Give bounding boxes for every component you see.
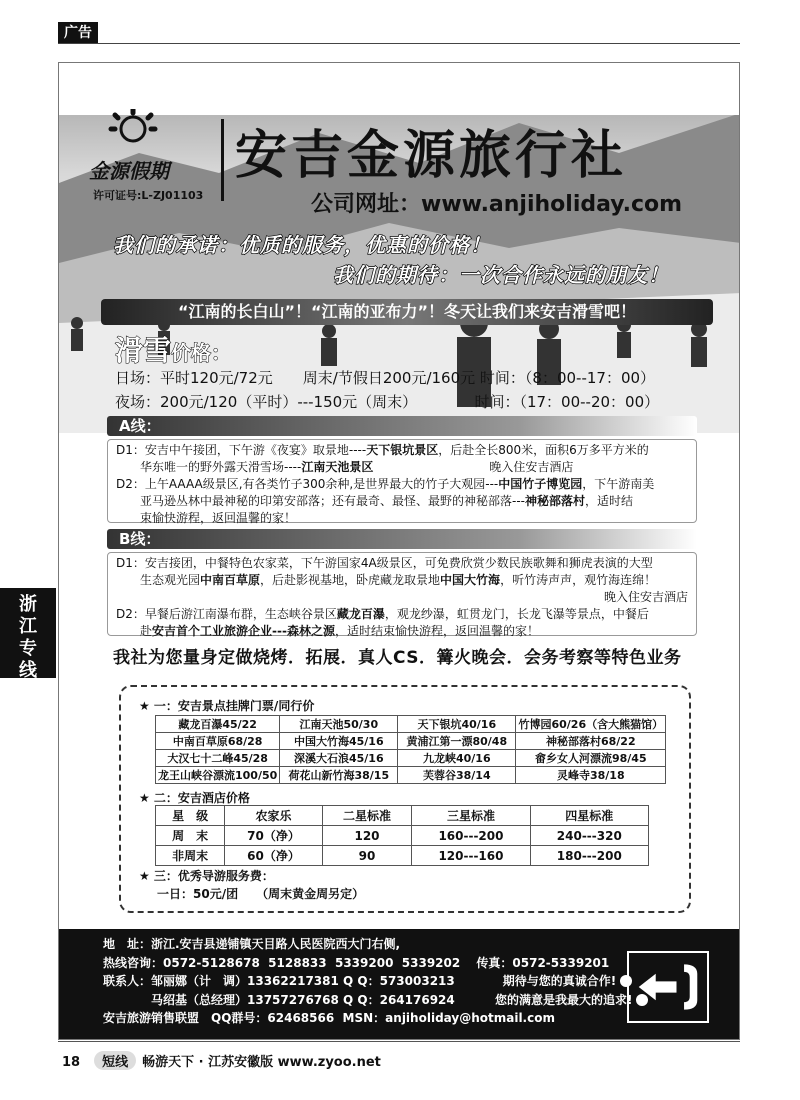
- hotel-cell: 240---320: [530, 826, 648, 846]
- ticket-cell: 芙蓉谷38/14: [398, 767, 516, 784]
- ticket-cell: 竹博园60/26（含大熊猫馆）: [516, 716, 666, 733]
- hotel-header-cell: 二星标准: [322, 806, 412, 826]
- line-b-itinerary: D1：安吉接团，中餐特色农家菜，下午游国家4A级景区，可免费欣赏少数民族歌舞和狮虎表演的大型 生态观光园中南百草原，后赴影视基地，卧虎藏龙取景地中国大竹海，听竹涛声声，观竹海连绵！ 晚入住安吉酒店 D2：早餐后游江南瀑布群，生态峡谷景区藏龙百瀑，观龙纱瀑，虹贯龙门，长龙飞瀑等景点，中餐后 赴安吉首个工业旅游企业---森林之源，适时结束愉快游程，返回温馨的家！: [107, 552, 697, 636]
- hotel-cell: 120---160: [412, 846, 530, 866]
- line-a-label: A线：: [107, 416, 697, 436]
- guide-section-title: ★ 三：优秀导游服务费：: [139, 869, 274, 883]
- page-footer: [62, 1051, 381, 1070]
- qq-group: 安吉旅游销售联盟 QQ群号：62468566 MSN：anjiholiday@hotmail.com: [103, 1011, 555, 1025]
- side-tab-char: 浙: [19, 594, 37, 615]
- ticket-cell: 深溪大石浪45/16: [280, 750, 398, 767]
- bottom-rule: [58, 1041, 740, 1042]
- hotel-cell: 非周末: [156, 846, 225, 866]
- advert-frame: [58, 62, 740, 1040]
- hotel-cell: 60（净）: [225, 846, 322, 866]
- header-divider: [221, 119, 224, 201]
- hotel-section-title: ★ 二：安吉酒店价格: [139, 791, 250, 805]
- hotel-header-row: [156, 806, 649, 826]
- slogan-promise: 我们的承诺：优质的服务，优惠的价格！: [113, 233, 491, 257]
- contact-1: 联系人：邹丽娜（计 调）13362217381 Q Q：573003213 期待与您的真诚合作!: [103, 972, 740, 991]
- ski-night-price: 夜场：200元/120（平时）---150元（周末） 时间：（17：00--20：00）: [115, 393, 660, 411]
- top-rule: [58, 43, 740, 44]
- phone-icon: [627, 951, 709, 1023]
- ticket-row: [156, 716, 666, 733]
- ad-tag: 广告: [58, 22, 98, 44]
- hotel-header-cell: 三星标准: [412, 806, 530, 826]
- publication-name: 畅游天下 · 江苏安徽版 www.zyoo.net: [142, 1055, 381, 1070]
- hotel-header-cell: 农家乐: [225, 806, 322, 826]
- ski-banner: “江南的长白山”！“江南的亚布力”！冬天让我们来安吉滑雪吧！: [101, 299, 713, 325]
- company-name: 安吉金源旅行社: [235, 125, 628, 186]
- slogan-expectation: 我们的期待：一次合作永远的朋友！: [333, 263, 669, 287]
- ticket-cell: 神秘部落村68/22: [516, 733, 666, 750]
- ticket-cell: 畲乡女人河漂流98/45: [516, 750, 666, 767]
- ticket-cell: 中国大竹海45/16: [280, 733, 398, 750]
- ticket-row: [156, 767, 666, 784]
- ticket-cell: 荷花山新竹海38/15: [280, 767, 398, 784]
- license-number: 许可证号:L-ZJ01103: [93, 189, 204, 202]
- side-tab-char: 专: [19, 638, 37, 659]
- ski-price-title: 滑雪价格：: [115, 334, 232, 367]
- hotline: 热线咨询：0572-5128678 5128833 5339200 5339202 传真：0572-5339201: [103, 955, 610, 970]
- company-website[interactable]: 公司网址：www.anjiholiday.com: [311, 192, 683, 217]
- ticket-cell: 藏龙百瀑45/22: [156, 716, 280, 733]
- ticket-cell: 江南天池50/30: [280, 716, 398, 733]
- hotel-cell: 70（净）: [225, 826, 322, 846]
- ticket-cell: 大汉七十二峰45/28: [156, 750, 280, 767]
- hotel-row: [156, 826, 649, 846]
- section-tag: 短线: [94, 1051, 136, 1070]
- hotel-header-cell: 星 级: [156, 806, 225, 826]
- ticket-cell: 九龙峡40/16: [398, 750, 516, 767]
- header-white-band: [59, 63, 740, 115]
- page-number: 18: [62, 1055, 81, 1070]
- side-tab-char: 线: [19, 660, 37, 681]
- guide-fee: 一日：50元/团 （周末黄金周另定）: [157, 887, 365, 901]
- hotel-cell: 180---200: [530, 846, 648, 866]
- hotel-row: [156, 846, 649, 866]
- ticket-cell: 天下银坑40/16: [398, 716, 516, 733]
- services-line: 我社为您量身定做烧烤．拓展．真人CS．篝火晚会．会务考察等特色业务: [113, 648, 682, 668]
- hotel-header-cell: 四星标准: [530, 806, 648, 826]
- ticket-section-title: ★ 一：安吉景点挂牌门票/同行价: [139, 699, 315, 713]
- hotel-cell: 160---200: [412, 826, 530, 846]
- side-tab-char: 江: [19, 616, 37, 637]
- hotel-cell: 周 末: [156, 826, 225, 846]
- line-a-itinerary: D1：安吉中午接团，下午游《夜宴》取景地----天下银坑景区，后赴全长800米，面积6万多平方米的 华东唯一的野外露天滑雪场----江南天池景区 晚入住安吉酒店 D2：上午AAAA级景区,有各类竹子300余种,是世界最大的竹子大观园---中国竹子博览园，下午游南美 亚马逊丛林中最神秘的印第安部落；还有最奇、最怪、最野的神秘部落---神秘部落村，适时结 束愉快游程，返回温馨的家！: [107, 439, 697, 523]
- hotel-cell: 120: [322, 826, 412, 846]
- hotel-price-table: [155, 805, 649, 866]
- address: 地 址：浙江.安吉县递铺镇天目路人民医院西大门右侧,: [103, 937, 401, 951]
- ski-day-price: 日场：平时120元/72元 周末/节假日200元/160元 时间：（8：00--17：00）: [115, 369, 656, 387]
- ticket-price-table: [155, 715, 666, 784]
- side-tab: [0, 588, 56, 681]
- ticket-cell: 中南百草原68/28: [156, 733, 280, 750]
- ticket-cell: 灵峰寺38/18: [516, 767, 666, 784]
- logo-text: 金源假期: [89, 159, 169, 183]
- ticket-row: [156, 733, 666, 750]
- ticket-cell: 龙王山峡谷漂流100/50: [156, 767, 280, 784]
- ticket-cell: 黄浦江第一漂80/48: [398, 733, 516, 750]
- hotel-cell: 90: [322, 846, 412, 866]
- line-b-label: B线：: [107, 529, 697, 549]
- contact-2: 马绍基（总经理）13757276768 Q Q：264176924 您的满意是我最大的追求!: [103, 991, 740, 1010]
- ticket-row: [156, 750, 666, 767]
